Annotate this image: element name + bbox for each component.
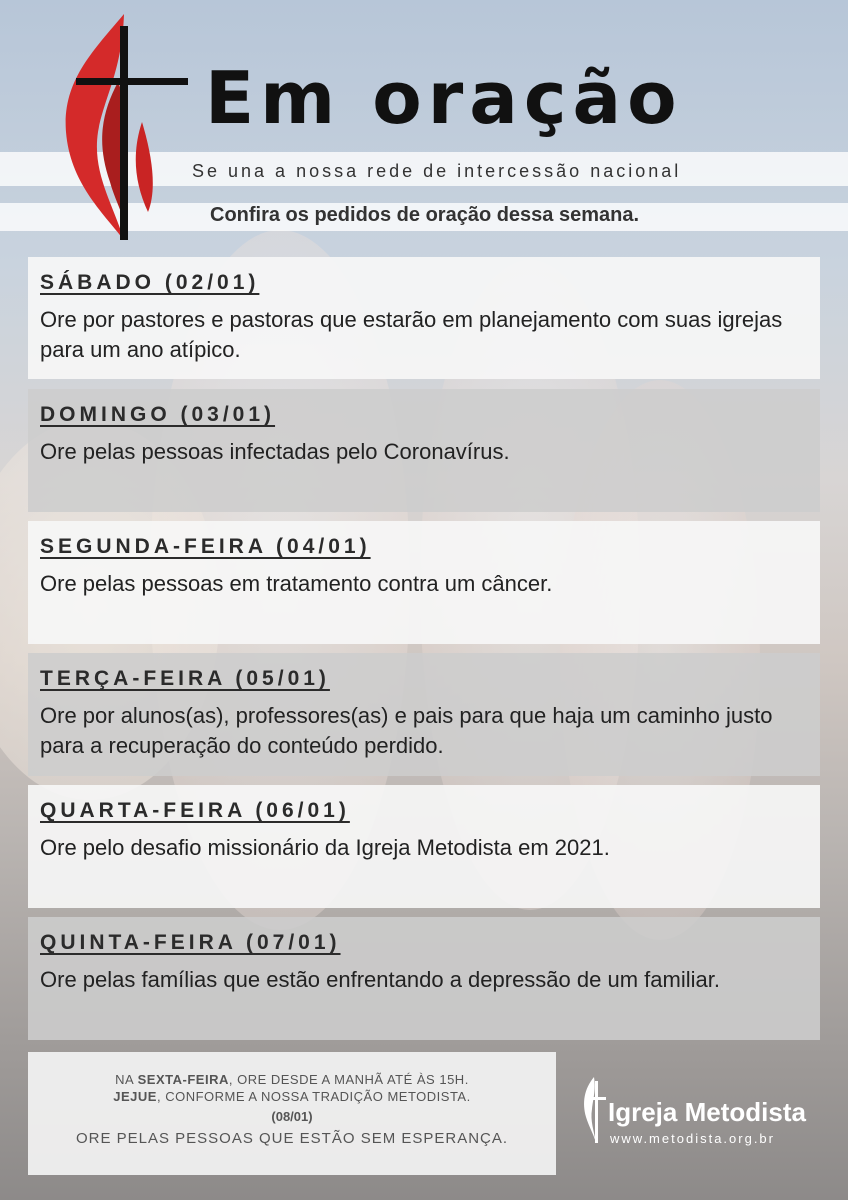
cross-and-flame-logo bbox=[52, 12, 192, 244]
day-label: SÁBADO (02/01) bbox=[40, 271, 260, 294]
day-prayer-text: Ore pelas pessoas em tratamento contra um câncer. bbox=[40, 571, 553, 596]
friday-note-line1 bbox=[28, 1072, 556, 1087]
day-card-quinta bbox=[28, 917, 820, 1040]
friday-note-day: SEXTA-FEIRA bbox=[137, 1072, 229, 1087]
day-label: QUINTA-FEIRA (07/01) bbox=[40, 931, 341, 954]
brand-name: Igreja Metodista bbox=[608, 1097, 806, 1127]
day-card-terca bbox=[28, 653, 820, 776]
cross-and-flame-small-icon bbox=[580, 1075, 610, 1145]
brand-url[interactable]: www.metodista.org.br bbox=[610, 1131, 775, 1146]
intro-text: Confira os pedidos de oração dessa semana. bbox=[210, 204, 640, 226]
day-label: TERÇA-FEIRA (05/01) bbox=[40, 667, 330, 690]
fast-keyword: JEJUE bbox=[113, 1089, 157, 1104]
friday-prayer-text: ORE PELAS PESSOAS QUE ESTÃO SEM ESPERANÇA. bbox=[75, 1130, 509, 1147]
friday-note-time: , ORE DESDE A MANHÃ ATÉ ÀS 15H. bbox=[228, 1072, 469, 1087]
day-card-segunda bbox=[28, 521, 820, 644]
day-prayer-text: Ore pelo desafio missionário da Igreja Metodista em 2021. bbox=[40, 835, 610, 860]
page-title: Em oração bbox=[205, 56, 683, 140]
page-subtitle: Se una a nossa rede de intercessão nacional bbox=[192, 161, 682, 181]
day-prayer-text: Ore por alunos(as), professores(as) e pais para que haja um caminho justo para a recuperação do conteúdo perdido. bbox=[40, 703, 773, 758]
friday-note-box bbox=[28, 1052, 556, 1175]
day-prayer-text: Ore por pastores e pastoras que estarão em planejamento com suas igrejas para um ano atípico. bbox=[40, 307, 783, 362]
day-label: QUARTA-FEIRA (06/01) bbox=[40, 799, 350, 822]
day-prayer-text: Ore pelas famílias que estão enfrentando a depressão de um familiar. bbox=[40, 967, 720, 992]
fast-tradition: , CONFORME A NOSSA TRADIÇÃO METODISTA. bbox=[156, 1089, 471, 1104]
friday-date: (08/01) bbox=[271, 1109, 313, 1124]
igreja-metodista-brand bbox=[580, 1075, 820, 1155]
day-card-domingo bbox=[28, 389, 820, 512]
day-label: DOMINGO (03/01) bbox=[40, 403, 276, 426]
day-prayer-text: Ore pelas pessoas infectadas pelo Coronavírus. bbox=[40, 439, 510, 464]
day-card-quarta bbox=[28, 785, 820, 908]
day-card-sabado bbox=[28, 257, 820, 379]
friday-note-prefix: NA bbox=[115, 1072, 138, 1087]
day-label: SEGUNDA-FEIRA (04/01) bbox=[40, 535, 371, 558]
friday-note-line2 bbox=[28, 1089, 556, 1104]
